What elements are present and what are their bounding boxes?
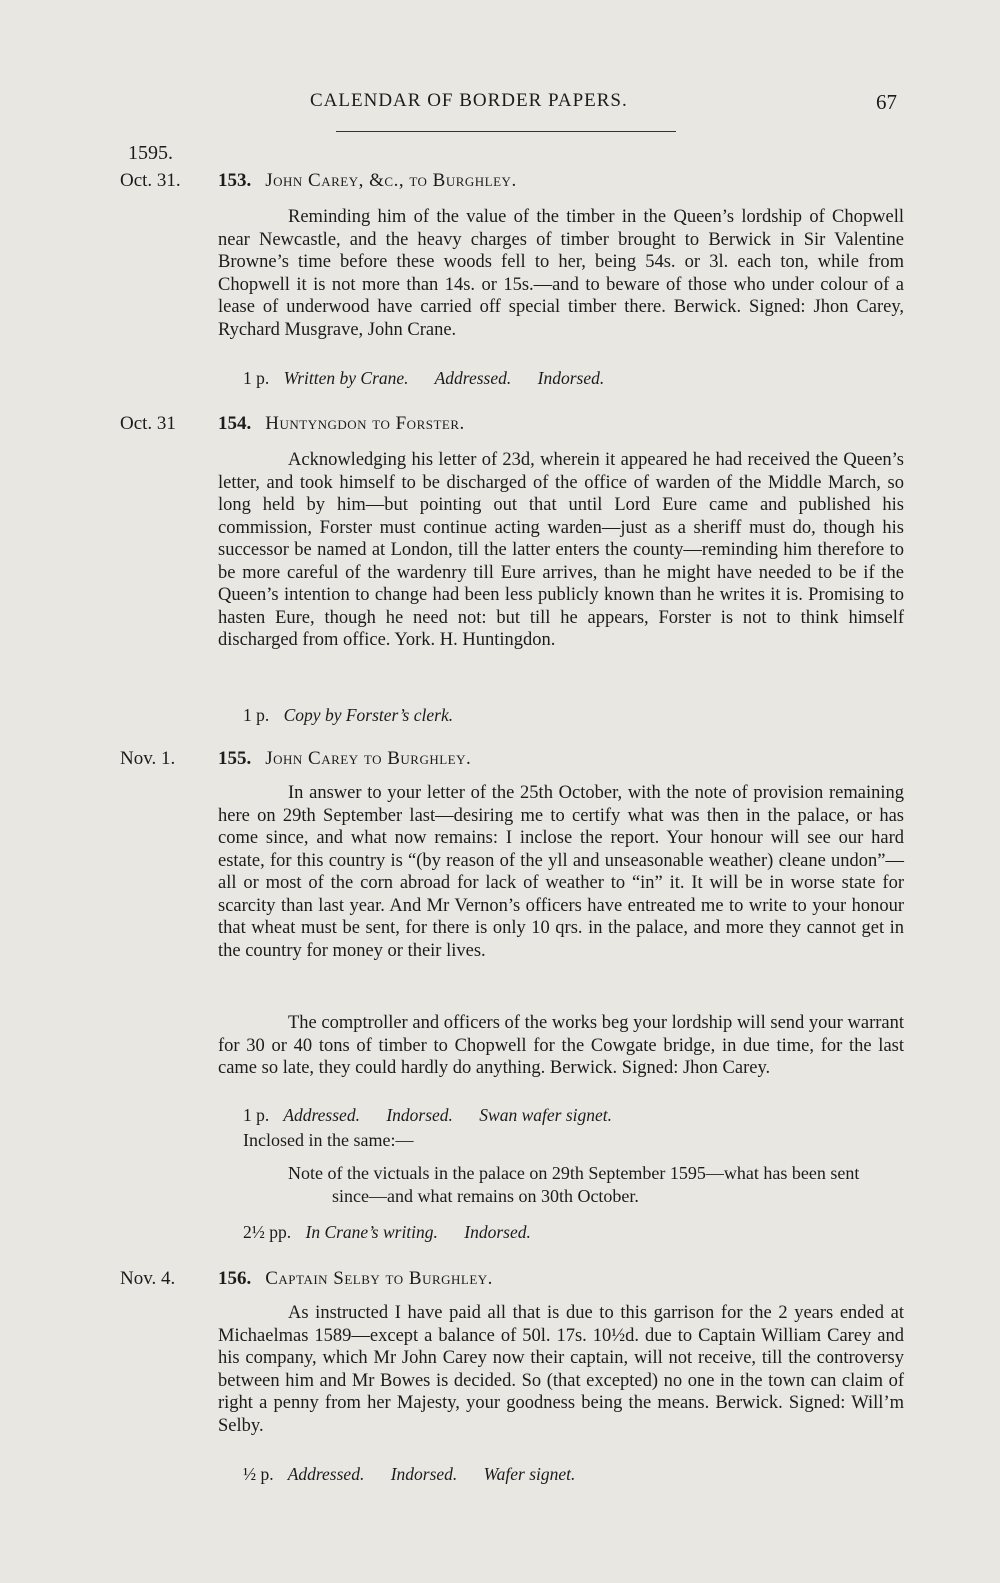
entry-paragraph: As instructed I have paid all that is due to this garrison for the 2 years ended at Michaelmas 1589—except a balance of 50l. 17s. 10½d. due to Captain William Carey and his company, which Mr John Carey now their captain, will not receive, till the controversy between him and Mr Bowes is decided. So (that excepted) no one in the town can claim of right a penny from her Majesty, your goodness being the means. Berwick. Signed: Will’m Selby. xyxy=(218,1303,904,1436)
year-margin: 1595. xyxy=(128,142,173,164)
entry-date: Nov. 1. xyxy=(120,748,176,769)
note-part: Indorsed. xyxy=(464,1222,531,1242)
entry-heading xyxy=(218,748,471,770)
inclosed-label: Inclosed in the same:— xyxy=(243,1130,414,1150)
note-pages: 1 p. xyxy=(243,1105,270,1125)
enclosure-text: Note of the victuals in the palace on 29th September 1595—what has been sent since—and what remains on 30th October. xyxy=(288,1163,860,1206)
note-pages: ½ p. xyxy=(243,1464,274,1484)
entry-note xyxy=(243,1105,634,1126)
header-rule xyxy=(336,131,676,132)
page-number: 67 xyxy=(876,90,897,114)
note-part: Wafer signet. xyxy=(483,1464,576,1484)
entry-number: 156. xyxy=(218,1268,252,1289)
note-part: In Crane’s writing. xyxy=(305,1222,438,1242)
note-part: Copy by Forster’s clerk. xyxy=(283,705,454,725)
note-part: Addressed. xyxy=(287,1464,365,1484)
note-part: Addressed. xyxy=(434,368,512,388)
entry-number: 155. xyxy=(218,748,252,769)
entry-date: Nov. 4. xyxy=(120,1268,176,1289)
entry-heading xyxy=(218,413,465,435)
note-part: Indorsed. xyxy=(390,1464,458,1484)
entry-date: Oct. 31. xyxy=(120,170,181,191)
entry-number: 153. xyxy=(218,170,252,191)
entry-paragraph: The comptroller and officers of the works beg your lordship will send your warrant for 30 or 40 tons of timber to Chopwell for the Cowgate bridge, in due time, for the last came so late, they could hardly do anything. Berwick. Signed: Jhon Carey. xyxy=(218,1013,904,1078)
entry-date: Oct. 31 xyxy=(120,413,176,434)
note-part: Swan wafer signet. xyxy=(479,1105,613,1125)
entry-number: 154. xyxy=(218,413,252,434)
entry-paragraph: Acknowledging his letter of 23d, wherein it appeared he had received the Queen’s letter, and took himself to be discharged of the office of warden of the Middle March, so long held by him—but pointing out that until Lord Eure came and published his commission, Forster must continue acting warden—just as a sheriff must do, though his successor be named at London, till the latter enters the county—reminding him therefore to be more careful of the wardenry till Eure arrives, than he might have needed to be if the Queen’s intention to change had been less publicly known than he writes it is. Promising to hasten Eure, though he need not: but till he appears, Forster is not to think himself discharged from office. York. H. Huntingdon. xyxy=(218,450,904,650)
entry-title: John Carey to Burghley. xyxy=(265,748,472,769)
running-title: CALENDAR OF BORDER PAPERS. xyxy=(310,90,628,111)
enclosure-note xyxy=(243,1222,553,1243)
note-part: Written by Crane. xyxy=(283,368,409,388)
entry-heading xyxy=(218,1268,493,1290)
entry-title: Captain Selby to Burghley. xyxy=(265,1268,493,1289)
entry-note xyxy=(243,705,475,726)
note-part: Indorsed. xyxy=(537,368,605,388)
note-pages: 1 p. xyxy=(243,705,270,725)
entry-paragraph: Reminding him of the value of the timber in the Queen’s lordship of Chopwell near Newcastle, and the heavy charges of timber brought to Berwick in Sir Valentine Browne’s time before these woods fell to her, being 54s. or 3l. each ton, while from Chopwell it is not more than 14s. or 15s.—and to beware of those who under colour of a lease of underwood have carried off special timber there. Berwick. Signed: Jhon Carey, Rychard Musgrave, John Crane. xyxy=(218,207,904,340)
entry-note xyxy=(243,368,626,389)
entry-title: John Carey, &c., to Burghley. xyxy=(265,170,517,191)
entry-paragraph: In answer to your letter of the 25th October, with the note of provision remaining here on 29th September last—desiring me to certify what was then in the palace, or has come since, and what now remains: I inclose the report. Your honour will see our hard estate, for this country is “(by reason of the yll and unseasonable weather) cleane undon”—all or most of the corn abroad for lack of weather to “in” it. It will be in worse state for scarcity than last year. And Mr Vernon’s officers have entreated me to write to your honour that wheat must be sent, for there is only 10 qrs. in the palace, and more they cannot get in the country for money or their lives. xyxy=(218,783,904,961)
entry-heading xyxy=(218,170,517,192)
note-part: Indorsed. xyxy=(386,1105,453,1125)
entry-title: Huntyngdon to Forster. xyxy=(265,413,465,434)
note-pages: 1 p. xyxy=(243,368,270,388)
note-part: Addressed. xyxy=(283,1105,360,1125)
entry-note xyxy=(243,1464,597,1485)
note-pages: 2½ pp. xyxy=(243,1222,292,1242)
